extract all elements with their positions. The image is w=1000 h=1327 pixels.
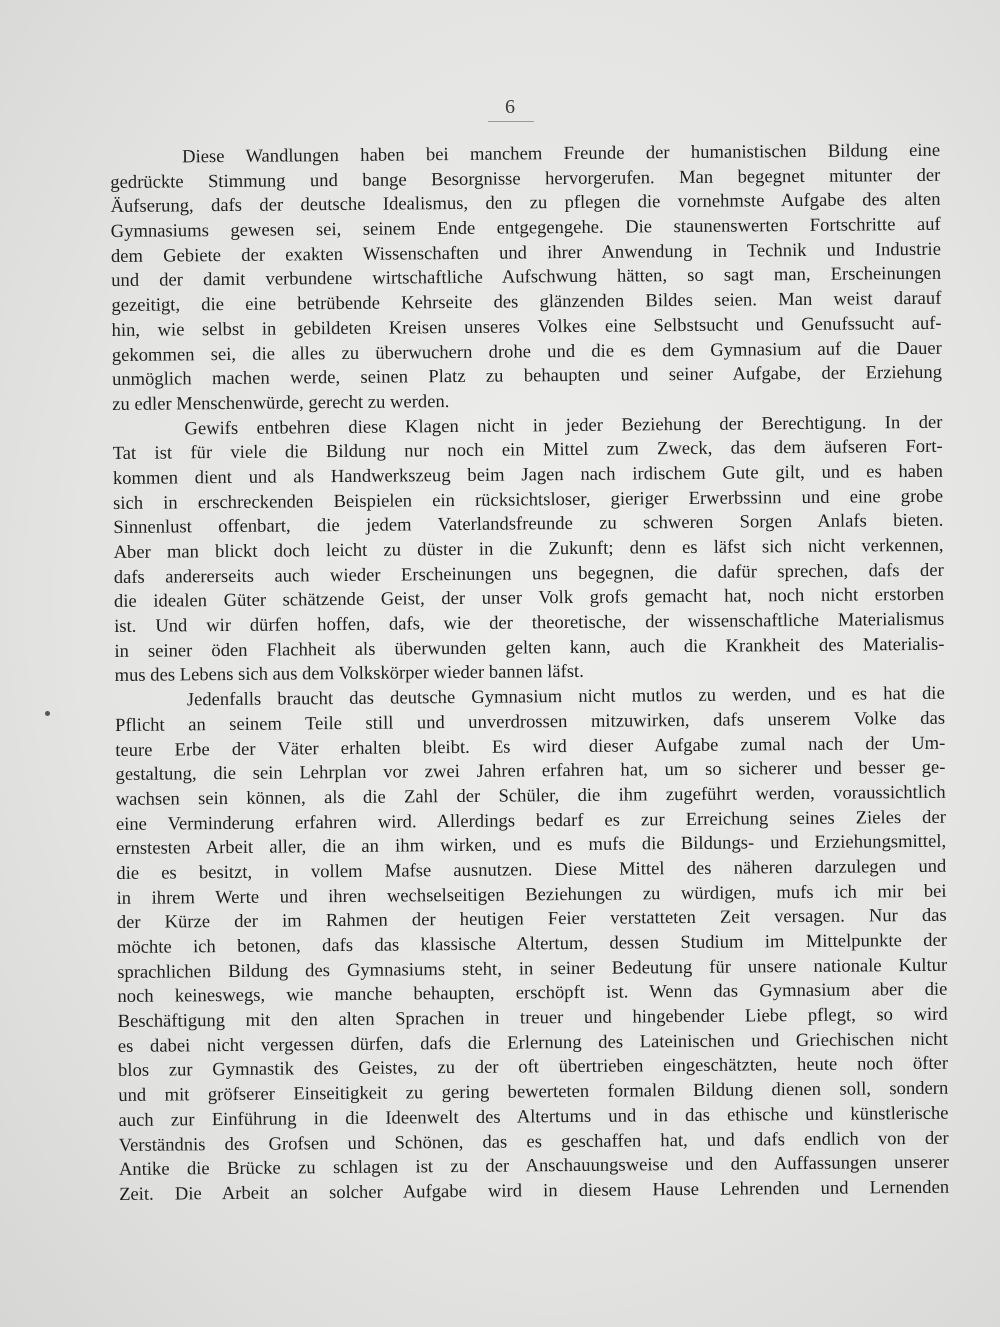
text-line: auch zur Einführung in die Ideenwelt des Altertums und in das ethische und künstlerische <box>118 1102 949 1131</box>
text-line: dem Gebiete der exakten Wissenschaften und ihrer Anwendung in Technik und Industrie <box>110 238 942 267</box>
text-line: der Kürze der im Rahmen der heutigen Feier verstatteten Zeit versagen. Nur das <box>116 905 947 934</box>
text-line: wachsen sein können, als die Zahl der Schüler, die ihm zugeführt werden, voraussichtlich <box>115 781 946 810</box>
text-line: sich in erschreckenden Beispielen ein rücksichtsloser, gieriger Erwerbssinn und eine grobe <box>113 485 944 514</box>
text-line: blos zur Gymnastik des Geistes, zu der oft übertrieben eingeschätzten, heute noch öfter <box>117 1053 949 1082</box>
text-line: die es besitzt, in vollem Mafse ausnutzen. Diese Mittel des näheren darzulegen und <box>116 855 947 884</box>
text-line: unmöglich machen werde, seinen Platz zu behaupten und seiner Aufgabe, der Erziehung <box>111 361 943 391</box>
text-line: ernstesten Arbeit aller, die an ihm wirken, und es mufs die Bildungs- und Erziehungsmittel, <box>116 830 947 860</box>
page-number: 6 <box>505 96 515 118</box>
text-line: gekommen sei, die alles zu überwuchern drohe und die es dem Gymnasium auf die Dauer <box>111 337 942 366</box>
text-line: Äufserung, dafs der deutsche Idealismus, den zu pflegen die vornehmste Aufgabe des alten <box>110 189 941 218</box>
text-line: Zeit. Die Arbeit an solcher Aufgabe wird in diesem Hause Lehrenden und Lernenden <box>119 1176 950 1205</box>
margin-mark <box>45 711 50 716</box>
text-line: Gewifs entbehren diese Klagen nicht in jeder Beziehung der Berechtigung. In der <box>184 411 943 439</box>
text-line: die idealen Güter schätzende Geist, der unser Volk grofs gemacht hat, noch nicht erstorben <box>113 584 945 613</box>
text-line: Beschäftigung mit den alten Sprachen in treuer und hingebender Liebe pflegt, so wird <box>117 1003 948 1033</box>
text-line: Aber man blickt doch leicht zu düster in die Zukunft; denn es läfst sich nicht verkennen, <box>113 534 944 563</box>
text-line: Diese Wandlungen haben bei manchem Freunde der humanistischen Bildung eine <box>182 139 941 168</box>
text-line: es dabei nicht vergessen dürfen, dafs die Erlernung des Lateinischen und Griechischen nicht <box>117 1028 948 1057</box>
text-line: Antike die Brücke zu schlagen ist zu der Anschauungsweise und den Auffassungen unserer <box>118 1151 949 1181</box>
text-line: Verständnis des Grofsen und Schönen, das es geschaffen hat, und dafs endlich von der <box>118 1127 949 1156</box>
text-line: Jedenfalls braucht das deutsche Gymnasium nicht mutlos zu werden, und es hat die <box>186 682 945 711</box>
text-line: Gymnasiums gewesen sei, seinem Ende entgegengehe. Die staunenswerten Fortschritte auf <box>110 213 941 243</box>
text-line: noch keineswegs, wie manche behaupten, erschöpft ist. Wenn das Gymnasium aber die <box>117 979 948 1008</box>
text-line: Sinnenlust offenbart, die jedem Vaterlandsfreunde zu schweren Sorgen Anlafs bieten. <box>113 510 944 539</box>
text-line: in ihrem Werte und ihren wechselseitigen Beziehungen zu würdigen, mufs ich mir bei <box>116 880 947 909</box>
text-line: zu edler Menschenwürde, gerecht zu werden. <box>112 390 450 415</box>
text-line: und der damit verbundene wirtschaftliche Aufschwung hätten, so sagt man, Erscheinungen <box>111 263 942 292</box>
text-line: dafs andererseits auch wieder Erscheinungen uns begegnen, die dafür sprechen, dafs der <box>113 559 944 588</box>
text-line: gezeitigt, die eine betrübende Kehrseite des glänzenden Bildes seien. Man weist darauf <box>111 287 942 317</box>
text-line: gestaltung, die sein Lehrplan vor zwei Jahren erfahren hat, um so sicherer und besser ge- <box>115 756 946 786</box>
text-line: Pflicht an seinem Teile still und unverdrossen mitzuwirken, dafs unserem Volke das <box>114 707 946 736</box>
text-line: in seiner öden Flachheit als überwunden gelten kann, auch die Krankheit des Materialis- <box>114 633 945 662</box>
text-line: möchte ich betonen, dafs das klassische Altertum, dessen Studium im Mittelpunkte der <box>116 929 948 958</box>
text-line: und mit gröfserer Einseitigkeit zu gering bewerteten formalen Bildung dienen soll, sondern <box>118 1077 949 1107</box>
text-line: Tat ist für viele die Bildung nur noch ein Mittel zum Zweck, das dem äufseren Fort- <box>112 435 943 465</box>
text-line: sprachlichen Bildung des Gymnasiums steht, in seiner Bedeutung für unsere nationale Kultur <box>117 954 948 983</box>
text-line: teure Erbe der Väter erhalten bleibt. Es wird dieser Aufgabe zumal nach der Um- <box>115 732 946 761</box>
body-text <box>110 139 949 1208</box>
text-line: ist. Und wir dürfen hoffen, dafs, wie der theoretische, der wissenschaftliche Materialismus <box>114 608 945 638</box>
text-line: eine Verminderung erfahren wird. Allerdings bedarf es zur Erreichung seines Zieles der <box>115 806 946 835</box>
text-line: hin, wie selbst in gebildeten Kreisen unseres Volkes eine Selbstsucht und Genufssucht auf- <box>111 312 942 341</box>
page-number-rule <box>488 121 534 122</box>
text-line: mus des Lebens sich aus dem Volkskörper wieder bannen läfst. <box>114 661 584 687</box>
text-line: gedrückte Stimmung und bange Besorgnisse hervorgerufen. Man begegnet mitunter der <box>110 164 941 193</box>
text-line: kommen dient und als Handwerkszeug beim Jagen nach irdischem Gute gilt, und es haben <box>112 460 943 489</box>
